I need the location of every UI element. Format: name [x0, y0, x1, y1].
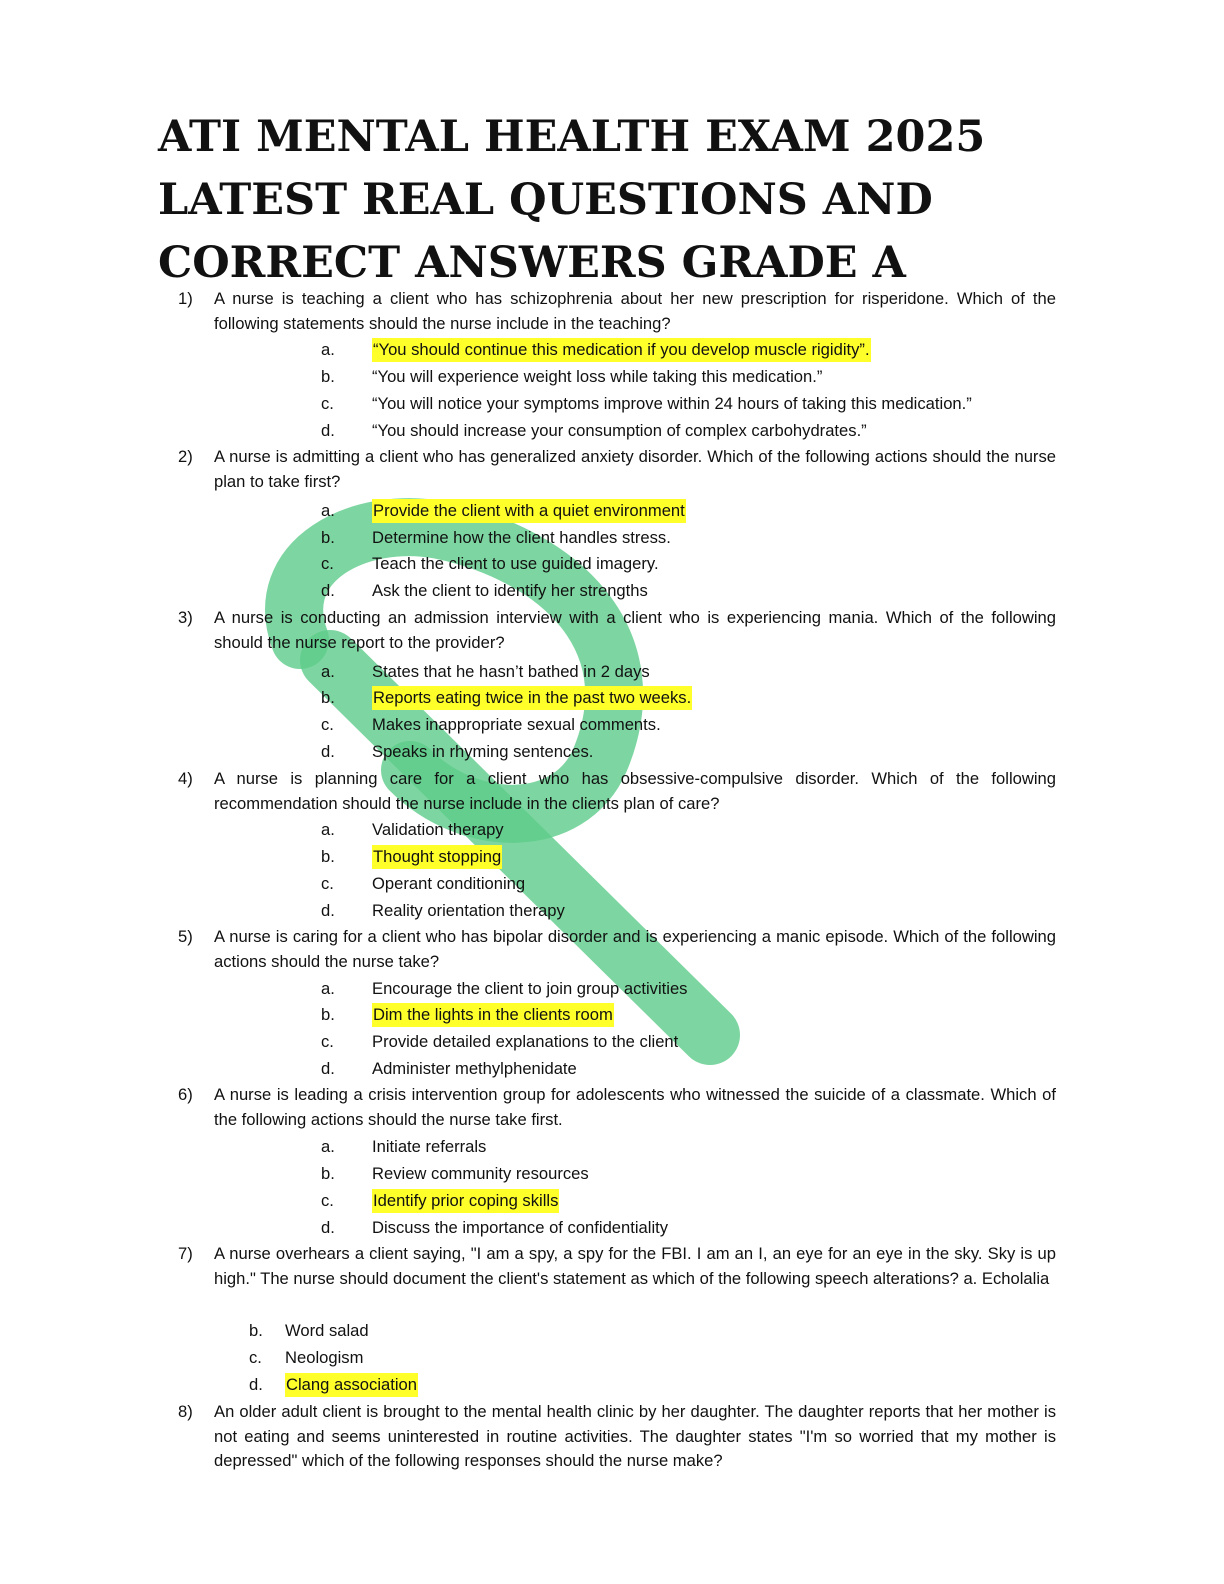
option-text: Review community resources — [372, 1164, 589, 1183]
option-letter: c. — [321, 1032, 334, 1051]
option-text: Provide detailed explanations to the client — [372, 1032, 679, 1051]
option-letter: c. — [321, 715, 334, 734]
question-number: 8) — [178, 1402, 193, 1421]
option-letter: d. — [321, 901, 335, 920]
option-text: Validation therapy — [372, 820, 504, 839]
question-number: 3) — [178, 608, 193, 627]
question-number: 7) — [178, 1244, 193, 1263]
question-stem: A nurse is leading a crisis intervention group for adolescents who witnessed the suicide of a classmate. Which of the following actions should the nurse take first. — [214, 1085, 1056, 1129]
question-number: 2) — [178, 447, 193, 466]
question-stem: A nurse overhears a client saying, "I am a spy, a spy for the FBI. I am an I, an eye for an eye in the sky. Sky is up high." The nurse should document the client's statement as which of the following speech alterations? a. Echolalia — [214, 1244, 1056, 1288]
option-letter: b. — [321, 528, 335, 547]
option-text: Operant conditioning — [372, 874, 526, 893]
option-letter: b. — [249, 1321, 263, 1340]
option-letter: a. — [321, 1137, 335, 1156]
question-stem: A nurse is admitting a client who has generalized anxiety disorder. Which of the following actions should the nurse plan to take first? — [214, 447, 1056, 491]
option-letter: d. — [321, 421, 335, 440]
option-letter: b. — [321, 688, 335, 707]
option-text: Neologism — [285, 1348, 364, 1367]
option-text: Administer methylphenidate — [372, 1059, 577, 1078]
option-letter: a. — [321, 820, 335, 839]
option-text-correct: Thought stopping — [372, 845, 502, 869]
option-letter: c. — [249, 1348, 262, 1367]
option-text: Discuss the importance of confidentiality — [372, 1218, 669, 1237]
option-letter: a. — [321, 662, 335, 681]
option-letter: c. — [321, 554, 334, 573]
option-letter: d. — [249, 1375, 263, 1394]
title-line-2: LATEST REAL QUESTIONS AND — [158, 175, 933, 225]
option-letter: d. — [321, 1059, 335, 1078]
option-text: Speaks in rhyming sentences. — [372, 742, 594, 761]
option-letter: d. — [321, 1218, 335, 1237]
question-number: 5) — [178, 927, 193, 946]
option-text: Teach the client to use guided imagery. — [372, 554, 659, 573]
option-text: “You should increase your consumption of complex carbohydrates.” — [372, 421, 867, 440]
question-stem: A nurse is teaching a client who has schizophrenia about her new prescription for risperidone. Which of the following statements should the nurse include in the teaching? — [214, 289, 1056, 333]
question-stem: An older adult client is brought to the mental health clinic by her daughter. The daughter reports that her mother is not eating and seems uninterested in routine activities. The daughter states "I'm so worried that my mother is depressed" which of the following responses should the nurse make? — [214, 1402, 1056, 1470]
option-letter: b. — [321, 847, 335, 866]
option-text: Initiate referrals — [372, 1137, 487, 1156]
option-text-correct: Identify prior coping skills — [372, 1189, 559, 1213]
option-letter: c. — [321, 1191, 334, 1210]
question-stem: A nurse is conducting an admission interview with a client who is experiencing mania. Which of the following should the nurse report to the provider? — [214, 608, 1056, 652]
option-letter: b. — [321, 1164, 335, 1183]
title-line-3: CORRECT ANSWERS GRADE A — [158, 238, 906, 288]
option-letter: d. — [321, 742, 335, 761]
option-letter: c. — [321, 874, 334, 893]
option-text: States that he hasn’t bathed in 2 days — [372, 662, 650, 681]
option-text: Ask the client to identify her strengths — [372, 581, 648, 600]
option-text: Encourage the client to join group activities — [372, 979, 688, 998]
option-text: “You will notice your symptoms improve within 24 hours of taking this medication.” — [372, 394, 972, 413]
question-8 — [178, 1400, 1056, 1474]
option-letter: b. — [321, 1005, 335, 1024]
option-letter: a. — [321, 979, 335, 998]
option-text-correct: “You should continue this medication if you develop muscle rigidity”. — [372, 338, 871, 362]
question-4 — [178, 767, 1056, 816]
question-6 — [178, 1083, 1056, 1132]
option-letter: c. — [321, 394, 334, 413]
option-text: Determine how the client handles stress. — [372, 528, 671, 547]
question-stem: A nurse is caring for a client who has bipolar disorder and is experiencing a manic episode. Which of the following actions should the nurse take? — [214, 927, 1056, 971]
question-7 — [178, 1242, 1056, 1291]
option-text: Makes inappropriate sexual comments. — [372, 715, 661, 734]
title-line-1: ATI MENTAL HEALTH EXAM 2025 — [158, 112, 986, 162]
option-letter: d. — [321, 581, 335, 600]
option-text-correct: Clang association — [285, 1373, 418, 1397]
option-text: “You will experience weight loss while taking this medication.” — [372, 367, 823, 386]
option-text: Word salad — [285, 1321, 369, 1340]
option-text-correct: Dim the lights in the clients room — [372, 1003, 614, 1027]
question-number: 4) — [178, 769, 193, 788]
option-letter: b. — [321, 367, 335, 386]
question-number: 6) — [178, 1085, 193, 1104]
option-text: Reality orientation therapy — [372, 901, 565, 920]
question-1 — [178, 287, 1056, 336]
question-2 — [178, 445, 1056, 494]
question-5 — [178, 925, 1056, 974]
option-letter: a. — [321, 340, 335, 359]
question-number: 1) — [178, 289, 193, 308]
question-3 — [178, 606, 1056, 655]
question-stem: A nurse is planning care for a client who has obsessive-compulsive disorder. Which of the following recommendation should the nurse include in the clients plan of care? — [214, 769, 1056, 813]
option-letter: a. — [321, 501, 335, 520]
document-title — [158, 106, 1118, 295]
option-text-correct: Provide the client with a quiet environment — [372, 499, 686, 523]
option-text-correct: Reports eating twice in the past two weeks. — [372, 686, 692, 710]
